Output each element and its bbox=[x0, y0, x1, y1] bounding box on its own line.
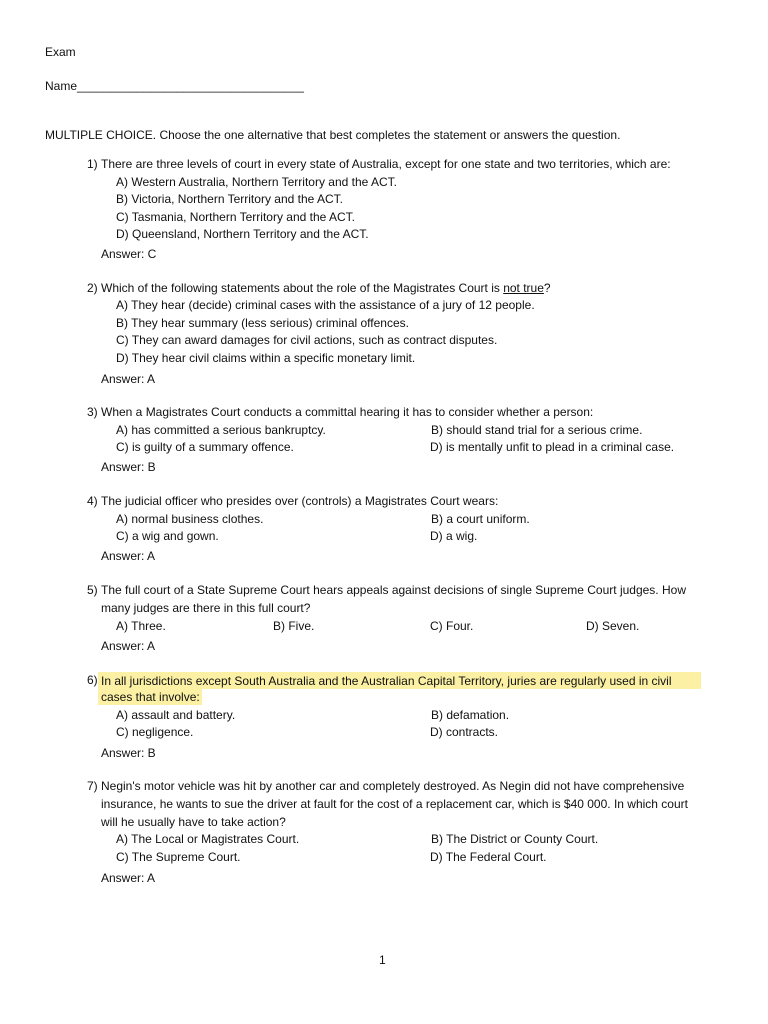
answer-text: Answer: B bbox=[101, 460, 156, 474]
option-a: A) has committed a serious bankruptcy. bbox=[116, 423, 326, 437]
question-stem: The judicial officer who presides over (controls) a Magistrates Court wears: bbox=[101, 494, 499, 508]
option-a: A) Western Australia, Northern Territory and the ACT. bbox=[116, 175, 398, 189]
option-b: B) They hear summary (less serious) criminal offences. bbox=[116, 316, 409, 330]
exam-title: Exam bbox=[45, 45, 76, 59]
question-stem bbox=[101, 280, 551, 296]
option-c: C) Tasmania, Northern Territory and the ACT. bbox=[116, 210, 355, 224]
option-d: D) a wig. bbox=[430, 529, 478, 543]
option-c: C) They can award damages for civil actions, such as contract disputes. bbox=[116, 333, 498, 347]
question-number: 4) bbox=[87, 494, 98, 508]
question-stem-line-2: many judges are there in this full court? bbox=[101, 601, 311, 615]
question-stem-line-2: insurance, he wants to sue the driver at fault for the cost of a replacement car, which is $40 000. In which court bbox=[101, 797, 688, 811]
option-c: C) a wig and gown. bbox=[116, 529, 219, 543]
stem-text: Which of the following statements about the role of the Magistrates Court is bbox=[101, 281, 504, 295]
option-c: C) Four. bbox=[430, 619, 474, 633]
option-a: A) assault and battery. bbox=[116, 708, 236, 722]
question-number: 1) bbox=[87, 157, 98, 171]
option-d: D) They hear civil claims within a specific monetary limit. bbox=[116, 351, 416, 365]
answer-text: Answer: A bbox=[101, 871, 156, 885]
option-b: B) Victoria, Northern Territory and the ACT. bbox=[116, 192, 343, 206]
option-c: C) negligence. bbox=[116, 725, 194, 739]
name-line: __________________________________ bbox=[77, 79, 304, 93]
option-b: B) defamation. bbox=[431, 708, 510, 722]
answer-text: Answer: A bbox=[101, 639, 156, 653]
option-d: D) contracts. bbox=[430, 725, 499, 739]
option-d: D) The Federal Court. bbox=[430, 850, 547, 864]
answer-text: Answer: B bbox=[101, 746, 156, 760]
question-stem-line-3: will he usually have to take action? bbox=[101, 815, 286, 829]
option-c: C) is guilty of a summary offence. bbox=[116, 440, 294, 454]
option-a: A) Three. bbox=[116, 619, 166, 633]
name-label: Name bbox=[45, 79, 78, 93]
option-d: D) is mentally unfit to plead in a criminal case. bbox=[430, 440, 675, 454]
question-stem-highlighted: In all jurisdictions except South Australia and the Australian Capital Territory, juries are regularly used in civil bbox=[101, 674, 672, 688]
question-number: 3) bbox=[87, 405, 98, 419]
option-d: D) Seven. bbox=[586, 619, 640, 633]
question-number: 2) bbox=[87, 281, 98, 295]
answer-text: Answer: A bbox=[101, 549, 156, 563]
page-number: 1 bbox=[379, 953, 386, 967]
question-number: 5) bbox=[87, 583, 98, 597]
question-stem: When a Magistrates Court conducts a committal hearing it has to consider whether a person: bbox=[101, 405, 594, 419]
stem-text-end: ? bbox=[543, 281, 551, 295]
answer-text: Answer: A bbox=[101, 372, 156, 386]
answer-text: Answer: C bbox=[101, 247, 157, 261]
question-stem: Negin's motor vehicle was hit by another car and completely destroyed. As Negin did not have comprehensive bbox=[101, 779, 685, 793]
option-b: B) Five. bbox=[273, 619, 315, 633]
option-c: C) The Supreme Court. bbox=[116, 850, 241, 864]
question-stem: There are three levels of court in every state of Australia, except for one state and two territories, which are: bbox=[101, 157, 671, 171]
option-b: B) should stand trial for a serious crime. bbox=[431, 423, 643, 437]
question-stem: The full court of a State Supreme Court hears appeals against decisions of single Supreme Court judges. How bbox=[101, 583, 686, 597]
instructions: MULTIPLE CHOICE. Choose the one alternative that best completes the statement or answers the question. bbox=[45, 128, 621, 142]
option-a: A) normal business clothes. bbox=[116, 512, 264, 526]
option-a: A) They hear (decide) criminal cases with the assistance of a jury of 12 people. bbox=[116, 298, 535, 312]
stem-underlined-text: not true bbox=[503, 281, 544, 295]
question-stem-line-2: cases that involve: bbox=[101, 690, 200, 704]
name-field[interactable] bbox=[45, 78, 304, 94]
question-number: 6) bbox=[87, 673, 98, 687]
question-number: 7) bbox=[87, 779, 98, 793]
option-b: B) The District or County Court. bbox=[431, 832, 599, 846]
option-b: B) a court uniform. bbox=[431, 512, 530, 526]
option-a: A) The Local or Magistrates Court. bbox=[116, 832, 300, 846]
option-d: D) Queensland, Northern Territory and the ACT. bbox=[116, 227, 369, 241]
